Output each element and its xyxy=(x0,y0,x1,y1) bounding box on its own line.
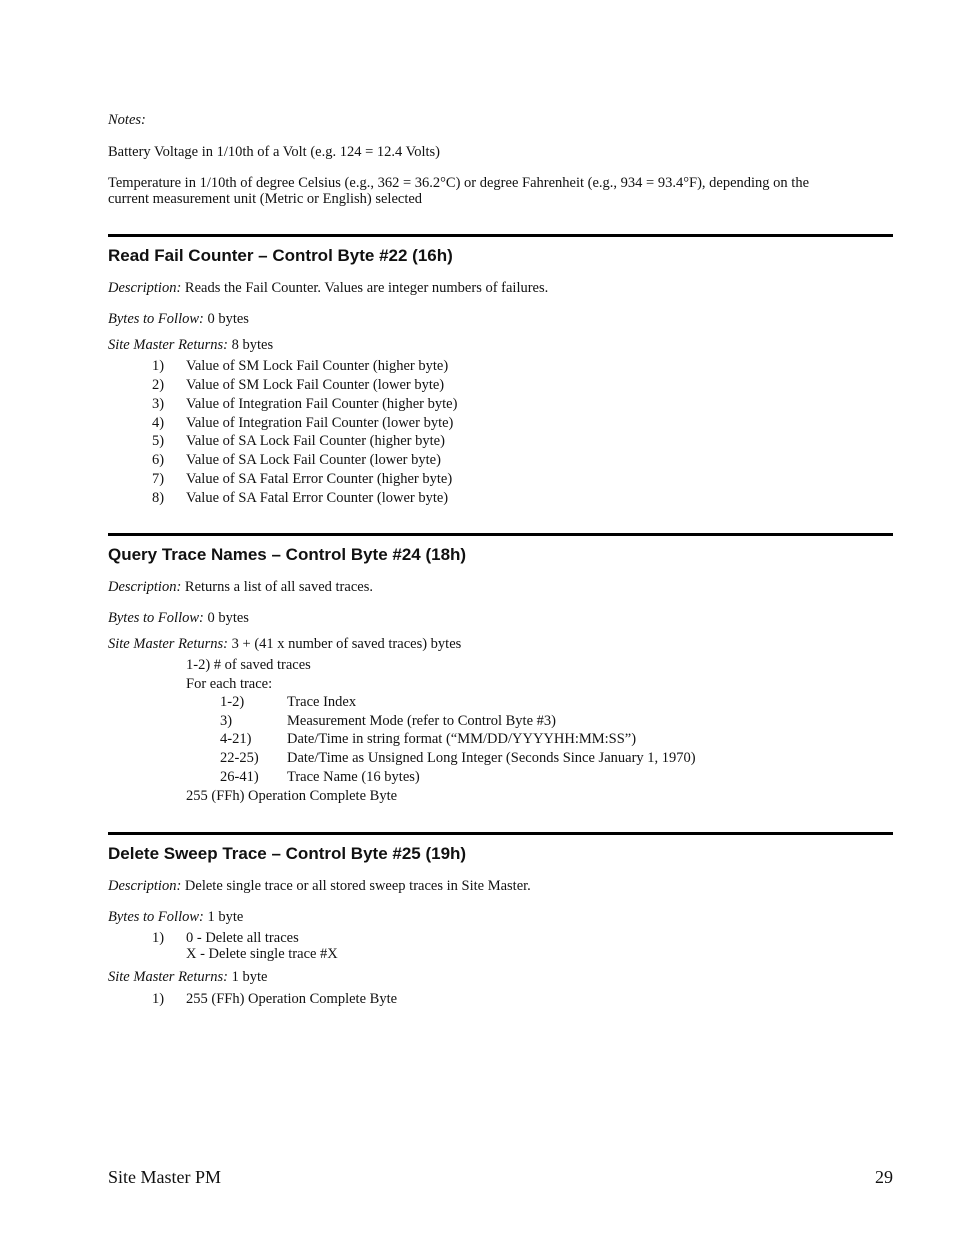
section-heading: Read Fail Counter – Control Byte #22 (16h) xyxy=(108,246,453,265)
complete-byte-line: 255 (FFh) Operation Complete Byte xyxy=(186,788,398,804)
returns-line xyxy=(108,636,461,652)
temperature-note-line2: current measurement unit (Metric or English) selected xyxy=(108,191,423,207)
notes-label-text: Notes xyxy=(108,112,142,128)
section-divider xyxy=(108,832,893,835)
list-number: 1) xyxy=(152,358,165,374)
list-text: 0 - Delete all traces xyxy=(186,930,299,946)
section-heading: Query Trace Names – Control Byte #24 (18h) xyxy=(108,545,467,564)
saved-count-line: 1-2) # of saved traces xyxy=(186,657,311,673)
list-number: 6) xyxy=(152,452,165,468)
returns-value: 1 byte xyxy=(228,969,268,985)
temperature-note-line1: Temperature in 1/10th of degree Celsius (e.g., 362 = 36.2°C) or degree Fahrenheit (e.g., 934 = 93.4°F), depending on the xyxy=(108,175,810,191)
list-text: 255 (FFh) Operation Complete Byte xyxy=(186,991,398,1007)
description-label: Description: xyxy=(108,579,182,595)
bytes-value: 0 bytes xyxy=(203,610,249,626)
description-line xyxy=(108,878,531,894)
byte-range: 1-2) xyxy=(220,694,245,710)
byte-meaning: Date/Time in string format (“MM/DD/YYYYHH:MM:SS”) xyxy=(287,731,637,747)
list-text: X - Delete single trace #X xyxy=(186,946,338,962)
list-text: Value of SM Lock Fail Counter (higher byte) xyxy=(186,358,449,374)
list-number: 4) xyxy=(152,415,165,431)
byte-meaning: Trace Name (16 bytes) xyxy=(287,769,420,785)
list-text: Value of SM Lock Fail Counter (lower byte) xyxy=(186,377,445,393)
bytes-label: Bytes to Follow: xyxy=(108,311,204,327)
battery-note: Battery Voltage in 1/10th of a Volt (e.g. 124 = 12.4 Volts) xyxy=(108,144,441,160)
bytes-to-follow-line xyxy=(108,909,243,925)
bytes-to-follow-line xyxy=(108,311,249,327)
returns-value: 3 + (41 x number of saved traces) bytes xyxy=(228,636,462,652)
page-number: 29 xyxy=(875,1167,893,1187)
byte-range: 26-41) xyxy=(220,769,259,785)
bytes-label: Bytes to Follow: xyxy=(108,909,204,925)
returns-label: Site Master Returns: xyxy=(108,636,229,652)
byte-meaning: Measurement Mode (refer to Control Byte #3) xyxy=(287,713,556,729)
bytes-label: Bytes to Follow: xyxy=(108,610,204,626)
list-number: 1) xyxy=(152,991,165,1007)
returns-value: 8 bytes xyxy=(228,337,274,353)
returns-line xyxy=(108,969,267,985)
description-label: Description: xyxy=(108,280,182,296)
returns-label: Site Master Returns: xyxy=(108,969,229,985)
list-text: Value of SA Fatal Error Counter (higher byte) xyxy=(186,471,453,487)
description-line xyxy=(108,579,373,595)
returns-label: Site Master Returns: xyxy=(108,337,229,353)
list-text: Value of SA Fatal Error Counter (lower byte) xyxy=(186,490,449,506)
byte-range: 4-21) xyxy=(220,731,252,747)
description-text: Reads the Fail Counter. Values are integer numbers of failures. xyxy=(181,280,549,296)
bytes-to-follow-line xyxy=(108,610,249,626)
list-number: 8) xyxy=(152,490,165,506)
list-number: 3) xyxy=(152,396,165,412)
temperature-note xyxy=(108,175,809,207)
footer-title: Site Master PM xyxy=(108,1167,222,1187)
list-text: Value of SA Lock Fail Counter (higher byte) xyxy=(186,433,445,449)
for-each-label: For each trace: xyxy=(186,676,273,692)
list-text: Value of Integration Fail Counter (lower byte) xyxy=(186,415,454,431)
list-number: 1) xyxy=(152,930,165,946)
description-text: Returns a list of all saved traces. xyxy=(181,579,373,595)
list-number: 7) xyxy=(152,471,165,487)
byte-range: 22-25) xyxy=(220,750,259,766)
byte-meaning: Trace Index xyxy=(287,694,357,710)
bytes-value: 0 bytes xyxy=(203,311,249,327)
byte-range: 3) xyxy=(220,713,233,729)
description-text: Delete single trace or all stored sweep traces in Site Master. xyxy=(181,878,531,894)
bytes-value: 1 byte xyxy=(203,909,244,925)
byte-meaning: Date/Time as Unsigned Long Integer (Seconds Since January 1, 1970) xyxy=(287,750,696,766)
list-text: Value of SA Lock Fail Counter (lower byte) xyxy=(186,452,441,468)
list-number: 2) xyxy=(152,377,165,393)
returns-line xyxy=(108,337,273,353)
notes-label: Notes: xyxy=(108,112,146,128)
list-text: Value of Integration Fail Counter (higher byte) xyxy=(186,396,458,412)
description-line xyxy=(108,280,548,296)
list-number: 5) xyxy=(152,433,165,449)
section-divider xyxy=(108,234,893,237)
description-label: Description: xyxy=(108,878,182,894)
section-heading: Delete Sweep Trace – Control Byte #25 (19h) xyxy=(108,844,467,863)
section-divider xyxy=(108,533,893,536)
